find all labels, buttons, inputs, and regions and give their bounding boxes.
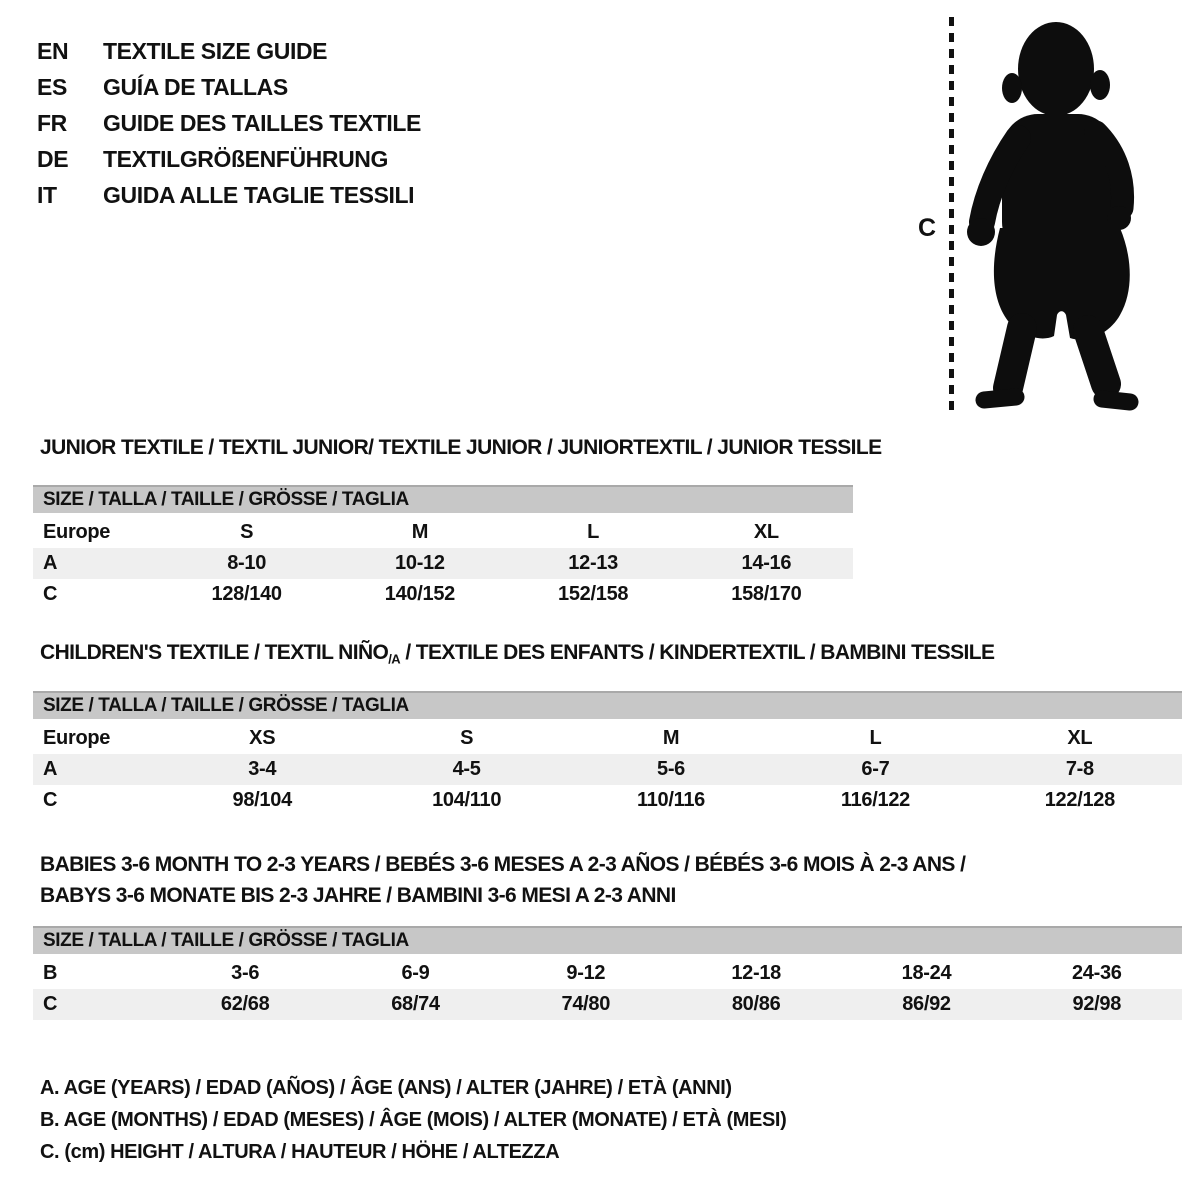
row-label: A: [43, 552, 58, 574]
age-cell: 7-8: [1065, 758, 1094, 780]
footnote-b: B. AGE (MONTHS) / EDAD (MESES) / ÂGE (MOIS) / ALTER (MONATE) / ETÀ (MESI): [40, 1108, 787, 1131]
size-cell: XL: [753, 521, 779, 543]
height-cell: 68/74: [391, 993, 440, 1015]
height-cell: 128/140: [211, 583, 282, 605]
table-row-age: [33, 548, 853, 579]
age-cell: 5-6: [657, 758, 686, 780]
age-cell: 6-9: [401, 962, 430, 984]
footnote-a: A. AGE (YEARS) / EDAD (AÑOS) / ÂGE (ANS) / ALTER (JAHRE) / ETÀ (ANNI): [40, 1076, 732, 1099]
babies-section-heading: [40, 849, 965, 911]
junior-table-rows: [33, 513, 853, 610]
table-row-age-months: [33, 958, 1182, 989]
language-row-it: [37, 177, 421, 213]
size-cell: XS: [249, 727, 276, 749]
age-cell: 12-18: [731, 962, 781, 984]
language-code: IT: [37, 181, 57, 208]
table-row-height: [33, 785, 1182, 816]
language-legend: [37, 33, 421, 213]
age-cell: 10-12: [395, 552, 445, 574]
height-cell: 152/158: [558, 583, 629, 605]
language-title: GUIDA ALLE TAGLIE TESSILI: [103, 181, 415, 208]
height-cell: 110/116: [637, 789, 706, 811]
table-row-europe: [33, 517, 853, 548]
language-title: TEXTILGRÖßENFÜHRUNG: [103, 145, 388, 172]
height-cell: 62/68: [220, 993, 270, 1015]
table-row-height: [33, 579, 853, 610]
height-cell: 92/98: [1072, 993, 1122, 1015]
babies-heading-line1: BABIES 3-6 MONTH TO 2-3 YEARS / BEBÉS 3-6 MESES A 2-3 AÑOS / BÉBÉS 3-6 MOIS À 2-3 ANS /: [40, 853, 966, 876]
children-heading-subscript: /A: [388, 651, 401, 667]
size-cell: S: [240, 521, 254, 543]
size-header-bar: SIZE / TALLA / TAILLE / GRÖSSE / TAGLIA: [33, 691, 1182, 719]
language-code: FR: [37, 109, 67, 136]
height-cell: 140/152: [384, 583, 455, 605]
height-cell: 158/170: [731, 583, 802, 605]
size-cell: S: [460, 727, 474, 749]
height-cell: 86/92: [902, 993, 951, 1015]
size-header-bar: SIZE / TALLA / TAILLE / GRÖSSE / TAGLIA: [33, 485, 853, 513]
height-measure-label: C: [917, 214, 937, 242]
height-cell: 74/80: [561, 993, 611, 1015]
height-cell: 98/104: [232, 789, 292, 811]
row-label: C: [43, 789, 58, 811]
table-row-europe: [33, 723, 1182, 754]
height-cell: 122/128: [1044, 789, 1115, 811]
children-heading-part1: CHILDREN'S TEXTILE / TEXTIL NIÑO: [40, 641, 389, 664]
babies-size-table: [33, 926, 1182, 1020]
age-cell: 6-7: [861, 758, 890, 780]
age-cell: 3-6: [231, 962, 260, 984]
height-cell: 104/110: [432, 789, 502, 811]
age-cell: 9-12: [566, 962, 606, 984]
legend-footnotes: [40, 1072, 786, 1168]
toddler-silhouette-icon: [960, 16, 1140, 418]
size-cell: M: [411, 521, 429, 543]
age-cell: 3-4: [248, 758, 277, 780]
babies-table-rows: [33, 954, 1182, 1020]
row-label: A: [43, 758, 58, 780]
language-title: TEXTILE SIZE GUIDE: [103, 37, 328, 64]
language-code: ES: [37, 73, 67, 100]
age-cell: 24-36: [1071, 962, 1122, 984]
children-table-rows: [33, 719, 1182, 816]
language-row-fr: [37, 105, 421, 141]
height-cell: 80/86: [731, 993, 781, 1015]
children-heading-part2: / TEXTILE DES ENFANTS / KINDERTEXTIL / BAMBINI TESSILE: [400, 641, 995, 664]
age-cell: 8-10: [227, 552, 267, 574]
table-row-age: [33, 754, 1182, 785]
size-cell: XL: [1067, 727, 1093, 749]
language-code: EN: [37, 37, 69, 64]
children-size-table: [33, 691, 1182, 816]
junior-size-table: [33, 485, 853, 610]
height-cell: 116/122: [840, 789, 910, 811]
row-label: B: [43, 962, 58, 984]
row-label: Europe: [43, 521, 111, 543]
age-cell: 14-16: [741, 552, 792, 574]
age-cell: 4-5: [452, 758, 481, 780]
babies-heading-line2: BABYS 3-6 MONATE BIS 2-3 JAHRE / BAMBINI 3-6 MESI A 2-3 ANNI: [40, 884, 676, 907]
language-title: GUÍA DE TALLAS: [103, 73, 288, 100]
row-label: C: [43, 583, 58, 605]
size-cell: M: [662, 727, 680, 749]
language-row-en: [37, 33, 421, 69]
size-header-bar: SIZE / TALLA / TAILLE / GRÖSSE / TAGLIA: [33, 926, 1182, 954]
language-title: GUIDE DES TAILLES TEXTILE: [103, 109, 421, 136]
junior-section-heading: JUNIOR TEXTILE / TEXTIL JUNIOR/ TEXTILE JUNIOR / JUNIORTEXTIL / JUNIOR TESSILE: [40, 436, 882, 459]
height-measure-dashed-line: [949, 17, 954, 416]
size-cell: L: [869, 727, 882, 749]
language-row-es: [37, 69, 421, 105]
language-row-de: [37, 141, 421, 177]
children-section-heading: [40, 641, 994, 667]
footnote-c: C. (cm) HEIGHT / ALTURA / HAUTEUR / HÖHE / ALTEZZA: [40, 1140, 560, 1163]
row-label: C: [43, 993, 58, 1015]
table-row-height: [33, 989, 1182, 1020]
age-cell: 12-13: [568, 552, 618, 574]
size-cell: L: [587, 521, 600, 543]
row-label: Europe: [43, 727, 111, 749]
language-code: DE: [37, 145, 69, 172]
age-cell: 18-24: [901, 962, 952, 984]
